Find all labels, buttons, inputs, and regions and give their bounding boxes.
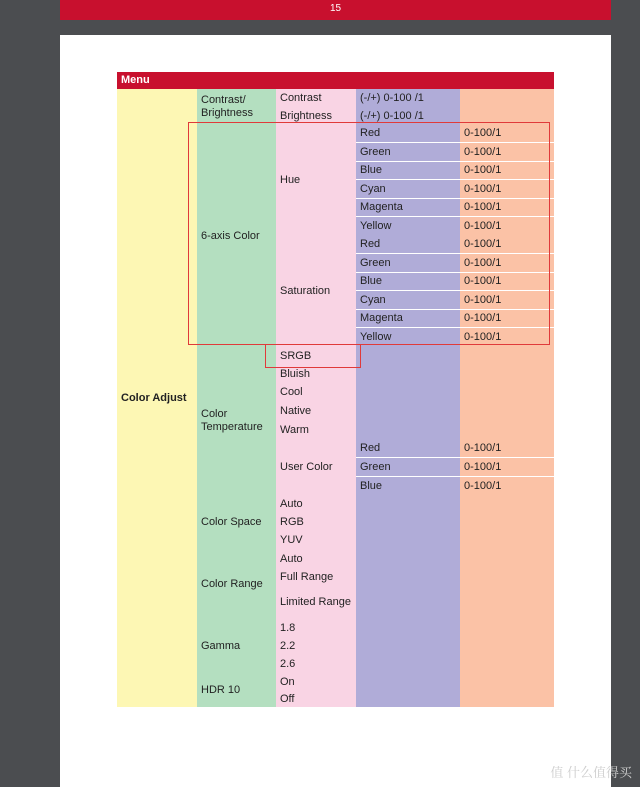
hue-range-value: 0-100/1 xyxy=(460,217,554,236)
user-range-value: 0-100/1 xyxy=(460,458,554,477)
user-range-value: 0-100/1 xyxy=(460,440,554,458)
saturation-cell: Saturation xyxy=(276,236,356,347)
srgb-highlight-box xyxy=(265,344,361,368)
col5-blank-temp xyxy=(460,347,554,440)
user-color-cell: User Color xyxy=(276,440,356,495)
srgb-cell: SRGB xyxy=(276,347,356,365)
full-range-cell: Full Range xyxy=(276,568,356,586)
yuv-cell: YUV xyxy=(276,531,356,550)
hdr10-cell: HDR 10 xyxy=(197,674,276,707)
col5-blank-lower xyxy=(460,495,554,707)
hue-color-name: Cyan xyxy=(356,180,460,199)
saturation-range-value: 0-100/1 xyxy=(460,328,554,347)
menu-header: Menu xyxy=(117,72,554,89)
limited-range-cell: Limited Range xyxy=(276,586,356,619)
hue-cell: Hue xyxy=(276,125,356,236)
saturation-range-value: 0-100/1 xyxy=(460,291,554,310)
user-color-name: Blue xyxy=(356,477,460,495)
user-color-list xyxy=(356,440,460,495)
contrast-brightness-cell: Contrast/ Brightness xyxy=(197,89,276,125)
user-value-list xyxy=(460,440,554,495)
color-range-cell: Color Range xyxy=(197,550,276,619)
saturation-range-value: 0-100/1 xyxy=(460,310,554,328)
rgb-cell: RGB xyxy=(276,513,356,531)
contrast-cell: Contrast xyxy=(276,89,356,107)
six-axis-highlight-box xyxy=(188,122,550,345)
user-color-name: Red xyxy=(356,440,460,458)
gamma-2-2-cell: 2.2 xyxy=(276,637,356,655)
color-temperature-cell: Color Temperature xyxy=(197,347,276,495)
temp-preset-blank xyxy=(356,347,460,440)
gamma-2-6-cell: 2.6 xyxy=(276,655,356,674)
hue-range-value: 0-100/1 xyxy=(460,143,554,162)
color-adjust-cell: Color Adjust xyxy=(117,89,197,707)
brightness-cell: Brightness xyxy=(276,107,356,125)
page-number-bar xyxy=(60,0,611,20)
hue-color-name: Blue xyxy=(356,162,460,180)
hue-range-value: 0-100/1 xyxy=(460,125,554,143)
six-axis-color-cell: 6-axis Color xyxy=(197,125,276,347)
hdr-off-cell: Off xyxy=(276,691,356,707)
saturation-range-value: 0-100/1 xyxy=(460,273,554,291)
color-space-auto-cell: Auto xyxy=(276,495,356,513)
page-number: 15 xyxy=(329,3,342,14)
native-cell: Native xyxy=(276,402,356,421)
hue-range-value: 0-100/1 xyxy=(460,180,554,199)
gamma-1-8-cell: 1.8 xyxy=(276,619,356,637)
brightness-value-cell: (-/+) 0-100 /1 xyxy=(356,107,460,125)
saturation-color-name: Cyan xyxy=(356,291,460,310)
saturation-color-name: Magenta xyxy=(356,310,460,328)
saturation-color-name: Red xyxy=(356,236,460,254)
bluish-cell: Bluish xyxy=(276,365,356,383)
contrast-value-cell: (-/+) 0-100 /1 xyxy=(356,89,460,107)
saturation-color-name: Green xyxy=(356,254,460,273)
color-range-auto-cell: Auto xyxy=(276,550,356,568)
hue-range-value: 0-100/1 xyxy=(460,162,554,180)
hue-range-value: 0-100/1 xyxy=(460,199,554,217)
color-space-cell: Color Space xyxy=(197,495,276,550)
hue-color-name: Red xyxy=(356,125,460,143)
warm-cell: Warm xyxy=(276,421,356,440)
col4-blank-lower xyxy=(356,495,460,707)
saturation-color-name: Blue xyxy=(356,273,460,291)
saturation-range-value: 0-100/1 xyxy=(460,254,554,273)
hue-color-name: Magenta xyxy=(356,199,460,217)
user-range-value: 0-100/1 xyxy=(460,477,554,495)
watermark: 值 什么值得买 xyxy=(550,765,632,780)
hdr-on-cell: On xyxy=(276,674,356,691)
saturation-range-value: 0-100/1 xyxy=(460,236,554,254)
user-color-name: Green xyxy=(356,458,460,477)
col5-blank-top xyxy=(460,89,554,125)
saturation-color-name: Yellow xyxy=(356,328,460,347)
cool-cell: Cool xyxy=(276,383,356,402)
gamma-cell: Gamma xyxy=(197,619,276,674)
hue-color-name: Green xyxy=(356,143,460,162)
hue-color-name: Yellow xyxy=(356,217,460,236)
